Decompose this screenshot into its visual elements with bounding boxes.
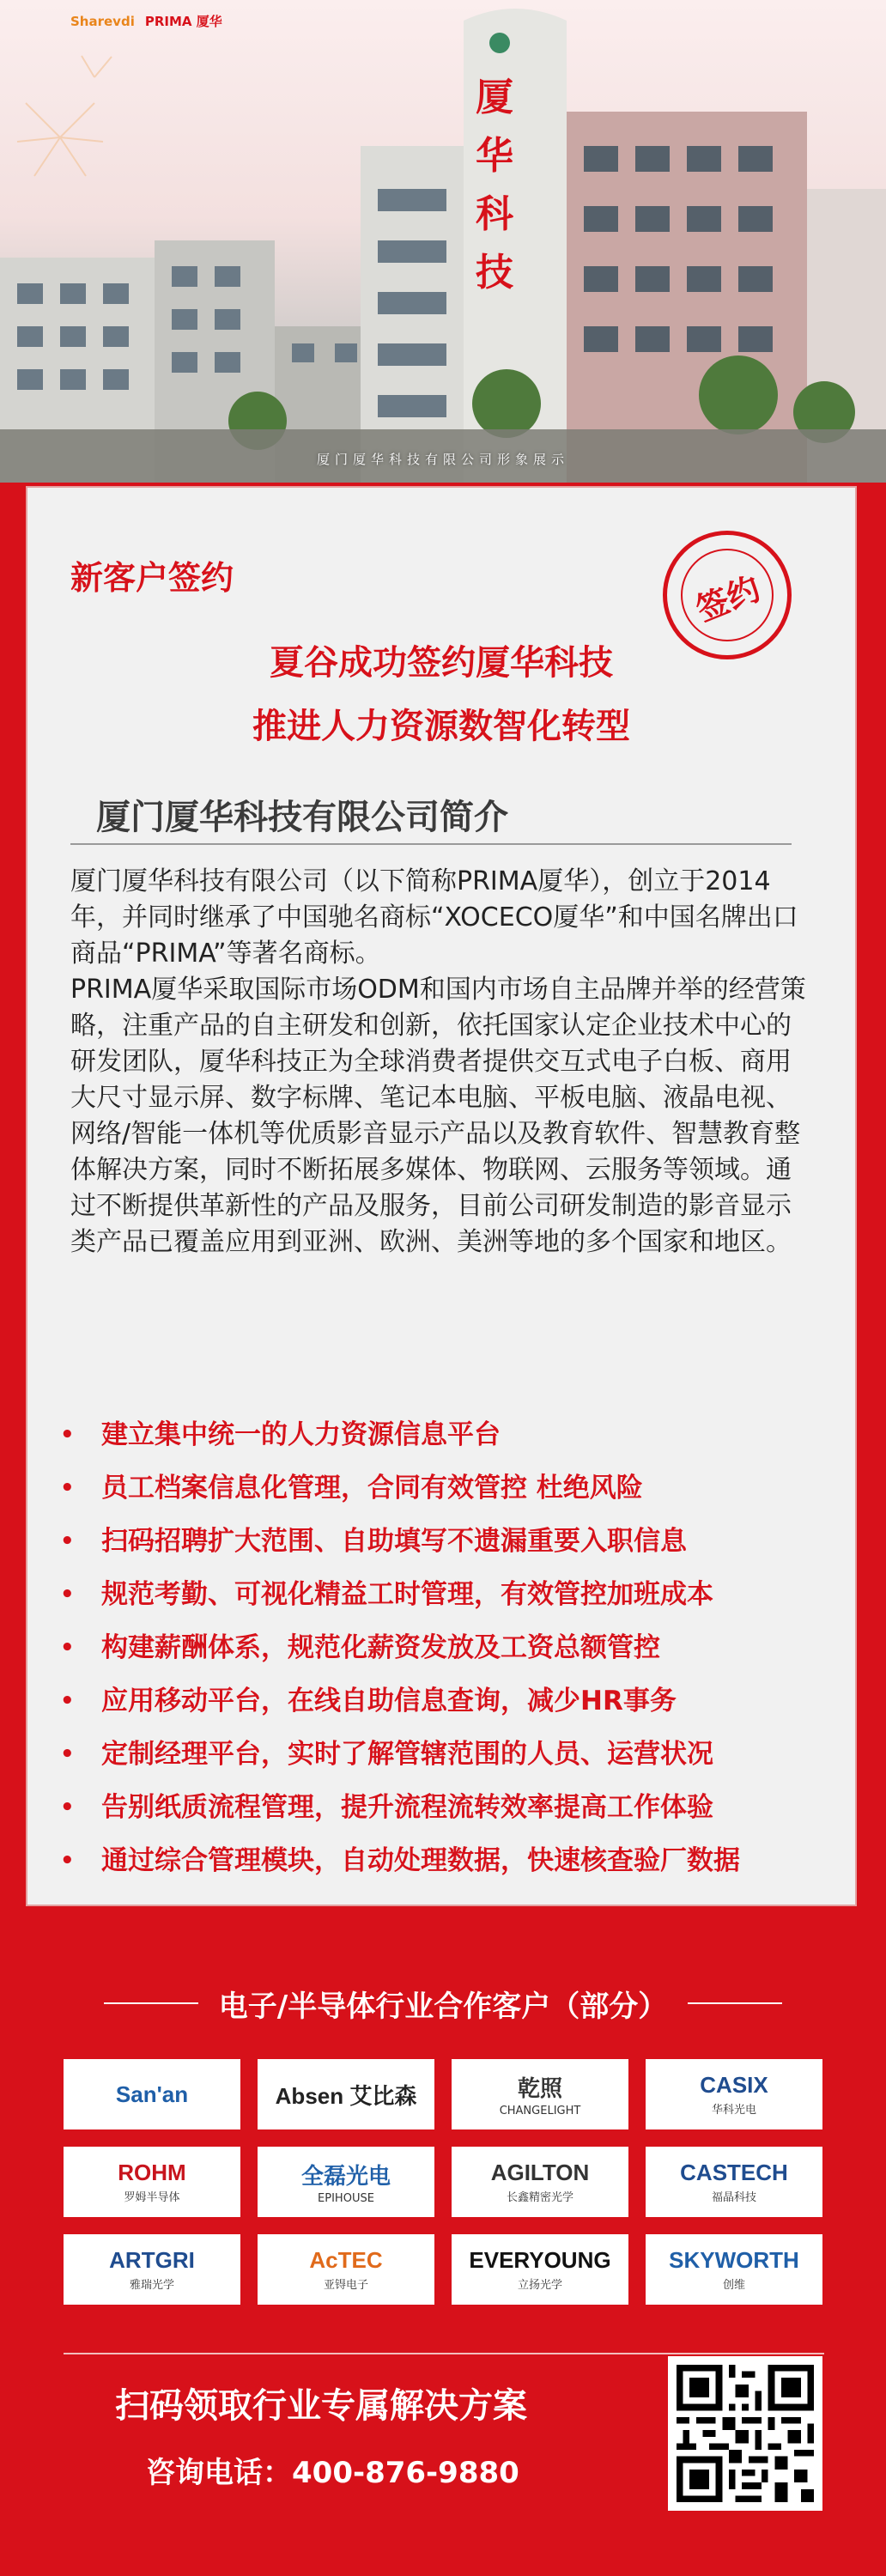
- cta-text: 扫码领取行业专属解决方案: [115, 2386, 527, 2426]
- partner-logo-name: AcTEC: [309, 2247, 383, 2273]
- feature-item: • 规范考勤、可视化精益工时管理，有效管控加班成本: [60, 1568, 833, 1621]
- brand-logos: [70, 12, 222, 30]
- partners-heading: [0, 1982, 886, 2025]
- seal-text: 签约: [690, 569, 766, 629]
- partner-logo: [452, 2147, 628, 2217]
- feature-item: • 构建薪酬体系，规范化薪资发放及工资总额管控: [60, 1621, 833, 1674]
- partner-logo-subtitle: 立扬光学: [517, 2279, 562, 2292]
- partner-logo-subtitle: 长鑫精密光学: [506, 2191, 573, 2204]
- intro-paragraph: PRIMA厦华采取国际市场ODM和国内市场自主品牌并举的经营策略，注重产品的自主研发和创新，依托国家认定企业技术中心的研发团队，厦华科技正为全球消费者提供交互式电子白板、商用大尺寸显示屏、数字标牌、笔记本电脑、平板电脑、液晶电视、网络/智能一体机等优质影音显示产品以及教育软件、智慧教育整体解决方案，同时不断拓展多媒体、物联网、云服务等领域。通过不断提供革新性的产品及服务，目前公司研发制造的影音显示类产品已覆盖应用到亚洲、欧洲、美洲等地的多个国家和地区。: [70, 975, 806, 1257]
- partner-logo-subtitle: 罗姆半导体: [124, 2191, 180, 2204]
- footer-divider: [64, 2353, 824, 2354]
- headline-line-1: 夏谷成功签约厦华科技: [270, 643, 613, 683]
- sharevdi-logo: Sharevdi: [70, 13, 135, 29]
- qr-code-icon: [677, 2365, 814, 2502]
- prima-logo: PRIMA 厦华: [144, 14, 222, 29]
- feature-item: • 扫码招聘扩大范围、自助填写不遗漏重要入职信息: [60, 1515, 833, 1568]
- section-label: 新客户签约: [70, 559, 234, 597]
- partner-logo: [452, 2059, 628, 2129]
- partner-logo: [258, 2147, 434, 2217]
- feature-item: • 通过综合管理模块，自动处理数据，快速核查验厂数据: [60, 1834, 833, 1887]
- partner-logo-subtitle: 福晶科技: [711, 2191, 756, 2204]
- partner-logo-name: 乾照: [517, 2075, 562, 2101]
- intro-paragraph: 厦门厦华科技有限公司（以下简称PRIMA厦华），创立于2014年，并同时继承了中国驰名商标“XOCECO厦华”和中国名牌出口商品“PRIMA”等著名商标。: [70, 866, 798, 969]
- partner-logo: [258, 2059, 434, 2129]
- feature-item: • 定制经理平台，实时了解管辖范围的人员、运营状况: [60, 1728, 833, 1781]
- partner-logo: [646, 2059, 822, 2129]
- partner-logo-name: EVERYOUNG: [469, 2247, 611, 2273]
- feature-item: • 告别纸质流程管理，提升流程流转效率提高工作体验: [60, 1781, 833, 1834]
- intro-divider: [70, 843, 792, 845]
- hero-banner: [0, 0, 886, 483]
- partner-logo-subtitle: 雅瑞光学: [129, 2279, 174, 2292]
- partner-logo: [646, 2234, 822, 2305]
- heading-rule-left: [104, 2002, 198, 2004]
- partner-logo-name: ARTGRI: [109, 2247, 195, 2273]
- partner-logo-grid: [64, 2059, 824, 2305]
- feature-list: [60, 1408, 833, 1887]
- partner-logo-subtitle: CHANGELIGHT: [499, 2105, 581, 2117]
- feature-item: • 员工档案信息化管理，合同有效管控 杜绝风险: [60, 1461, 833, 1515]
- intro-body: [70, 864, 810, 1261]
- partner-logo-subtitle: 华科光电: [711, 2104, 756, 2117]
- partner-logo: [64, 2059, 240, 2129]
- partner-logo-name: 全磊光电: [300, 2163, 391, 2189]
- headline-line-2: 推进人力资源数智化转型: [252, 707, 630, 746]
- partner-logo-name: AGILTON: [490, 2160, 590, 2185]
- partner-logo-name: CASIX: [700, 2072, 768, 2098]
- qr-code[interactable]: [668, 2356, 822, 2511]
- partner-logo-name: Absen 艾比森: [275, 2082, 417, 2109]
- partner-logo-subtitle: EPIHOUSE: [318, 2192, 374, 2205]
- partner-logo-name: San'an: [115, 2081, 189, 2107]
- building-illustration: [0, 0, 886, 483]
- partner-logo: [64, 2234, 240, 2305]
- heading-rule-right: [688, 2002, 782, 2004]
- hero-caption: 厦门厦华科技有限公司形象展示: [316, 452, 569, 467]
- contact-phone: 咨询电话：400-876-9880: [146, 2456, 519, 2490]
- partner-logo: [258, 2234, 434, 2305]
- intro-title: 厦门厦华科技有限公司简介: [96, 798, 508, 837]
- partner-logo-subtitle: 创维: [722, 2279, 745, 2292]
- partner-logo: [452, 2234, 628, 2305]
- tower-sign: 厦华科技: [476, 76, 513, 295]
- partner-logo: [646, 2147, 822, 2217]
- partner-logo: [64, 2147, 240, 2217]
- partner-logo-name: CASTECH: [680, 2160, 788, 2185]
- tower-emblem: [489, 33, 510, 53]
- partner-logo-subtitle: 亚锝电子: [323, 2279, 368, 2292]
- partners-title: 电子/半导体行业合作客户（部分）: [218, 1989, 668, 2024]
- feature-item: • 应用移动平台，在线自助信息查询，减少HR事务: [60, 1674, 833, 1728]
- feature-item: • 建立集中统一的人力资源信息平台: [60, 1408, 833, 1461]
- partner-logo-name: ROHM: [118, 2160, 186, 2185]
- partner-logo-name: SKYWORTH: [669, 2247, 799, 2273]
